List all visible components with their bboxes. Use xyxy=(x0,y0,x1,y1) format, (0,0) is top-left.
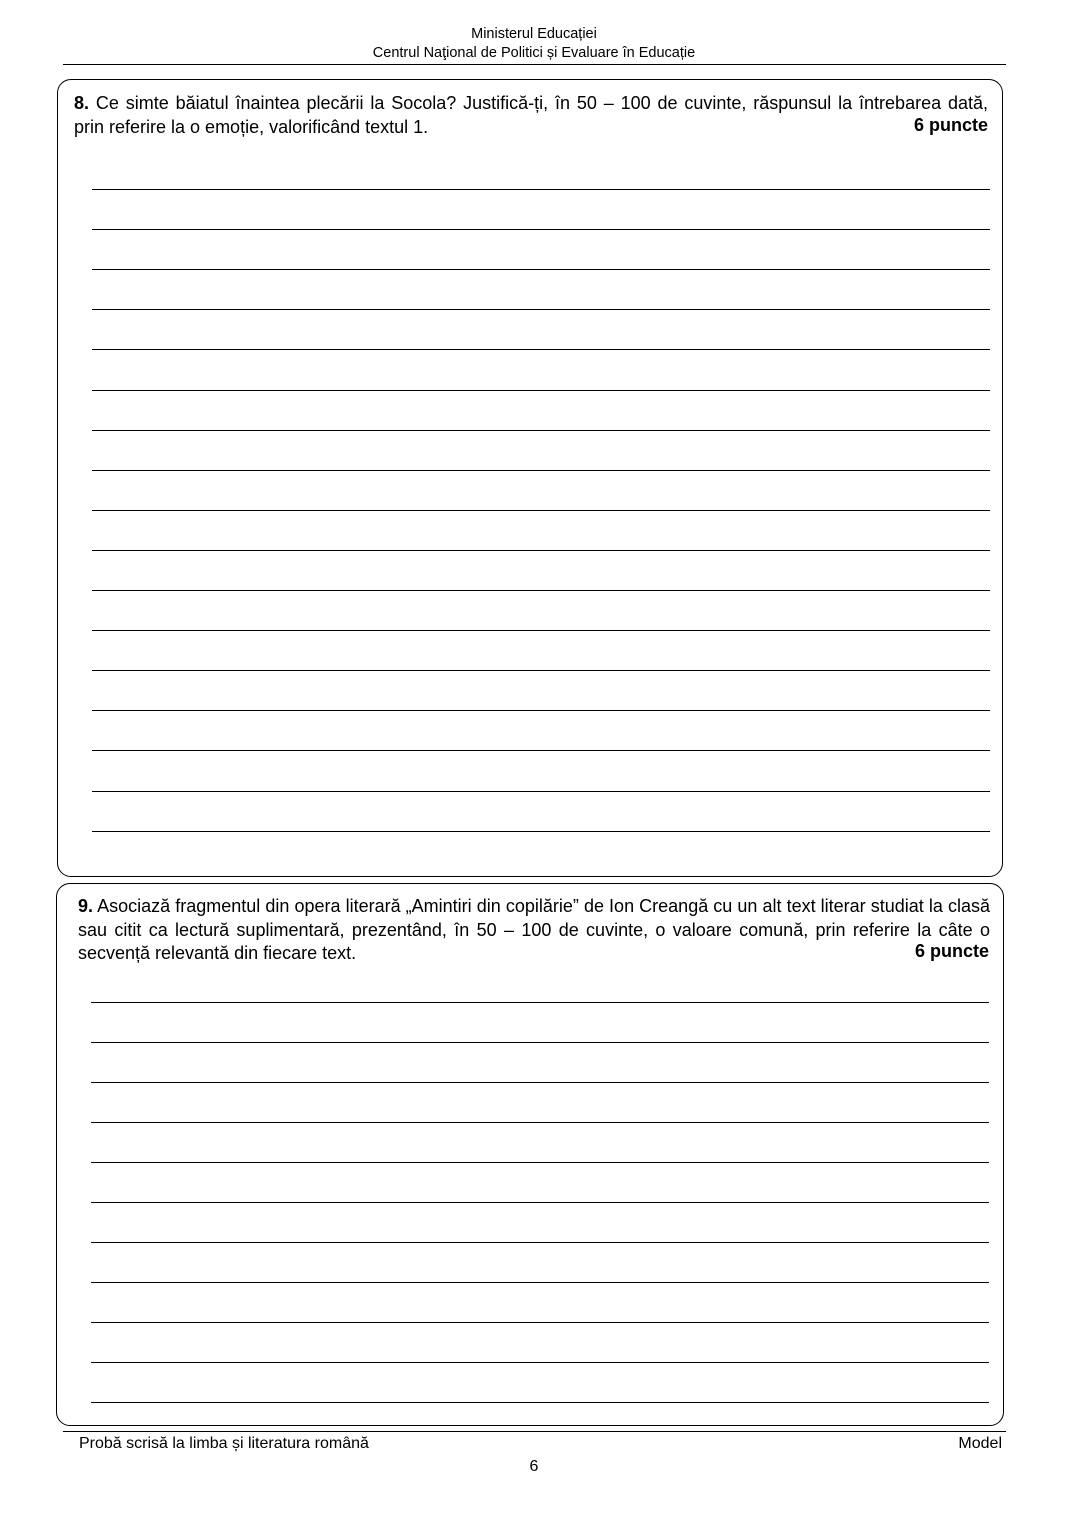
answer-line[interactable] xyxy=(92,550,990,551)
question-body: Asociază fragmentul din opera literară „Amintiri din copilărie” de Ion Creangă cu un alt text literar studiat la clasă sau citit ca lectură suplimentară, prezentând, în 50 – 100 de cuvinte, o valoare comună, prin referire la câte o secvență relevantă din fiecare text. xyxy=(78,896,990,963)
footer-divider xyxy=(63,1431,1006,1432)
answer-line[interactable] xyxy=(91,1362,989,1363)
header-ministry: Ministerul Educației xyxy=(471,26,597,42)
header-divider xyxy=(63,64,1006,65)
answer-line[interactable] xyxy=(92,269,990,270)
footer-model-label: Model xyxy=(958,1435,1002,1452)
answer-line[interactable] xyxy=(91,1202,989,1203)
answer-line[interactable] xyxy=(91,1402,989,1403)
answer-line[interactable] xyxy=(92,750,990,751)
answer-line[interactable] xyxy=(92,630,990,631)
page-number: 6 xyxy=(529,1458,539,1475)
question-number: 9. xyxy=(78,896,94,916)
answer-line[interactable] xyxy=(92,349,990,350)
answer-line[interactable] xyxy=(92,831,990,832)
answer-line[interactable] xyxy=(92,309,990,310)
answer-line[interactable] xyxy=(91,1002,989,1003)
answer-line[interactable] xyxy=(92,670,990,671)
question-8-text xyxy=(74,92,988,139)
answer-line[interactable] xyxy=(92,430,990,431)
answer-line[interactable] xyxy=(92,791,990,792)
header-center: Centrul Naţional de Politici și Evaluare în Educație xyxy=(372,45,696,61)
answer-line[interactable] xyxy=(92,470,990,471)
answer-line[interactable] xyxy=(91,1322,989,1323)
question-8-box xyxy=(57,79,1003,877)
answer-line[interactable] xyxy=(91,1122,989,1123)
question-8-points: 6 puncte xyxy=(913,115,988,135)
answer-line[interactable] xyxy=(92,229,990,230)
question-9-box xyxy=(56,883,1004,1426)
answer-line[interactable] xyxy=(92,390,990,391)
question-9-text xyxy=(78,895,990,966)
question-number: 8. xyxy=(74,93,90,113)
answer-line[interactable] xyxy=(91,1162,989,1163)
footer-exam-title: Probă scrisă la limba și literatura română xyxy=(79,1435,369,1452)
answer-line[interactable] xyxy=(91,1242,989,1243)
answer-line[interactable] xyxy=(92,189,990,190)
answer-line[interactable] xyxy=(91,1042,989,1043)
answer-line[interactable] xyxy=(91,1282,989,1283)
answer-line[interactable] xyxy=(92,590,990,591)
question-body: Ce simte băiatul înaintea plecării la Socola? Justifică-ți, în 50 – 100 de cuvinte, răspunsul la întrebarea dată, prin referire la o emoție, valorificând textul 1. xyxy=(74,93,988,137)
answer-line[interactable] xyxy=(92,710,990,711)
question-9-points: 6 puncte xyxy=(914,941,989,961)
answer-line[interactable] xyxy=(92,510,990,511)
answer-line[interactable] xyxy=(91,1082,989,1083)
